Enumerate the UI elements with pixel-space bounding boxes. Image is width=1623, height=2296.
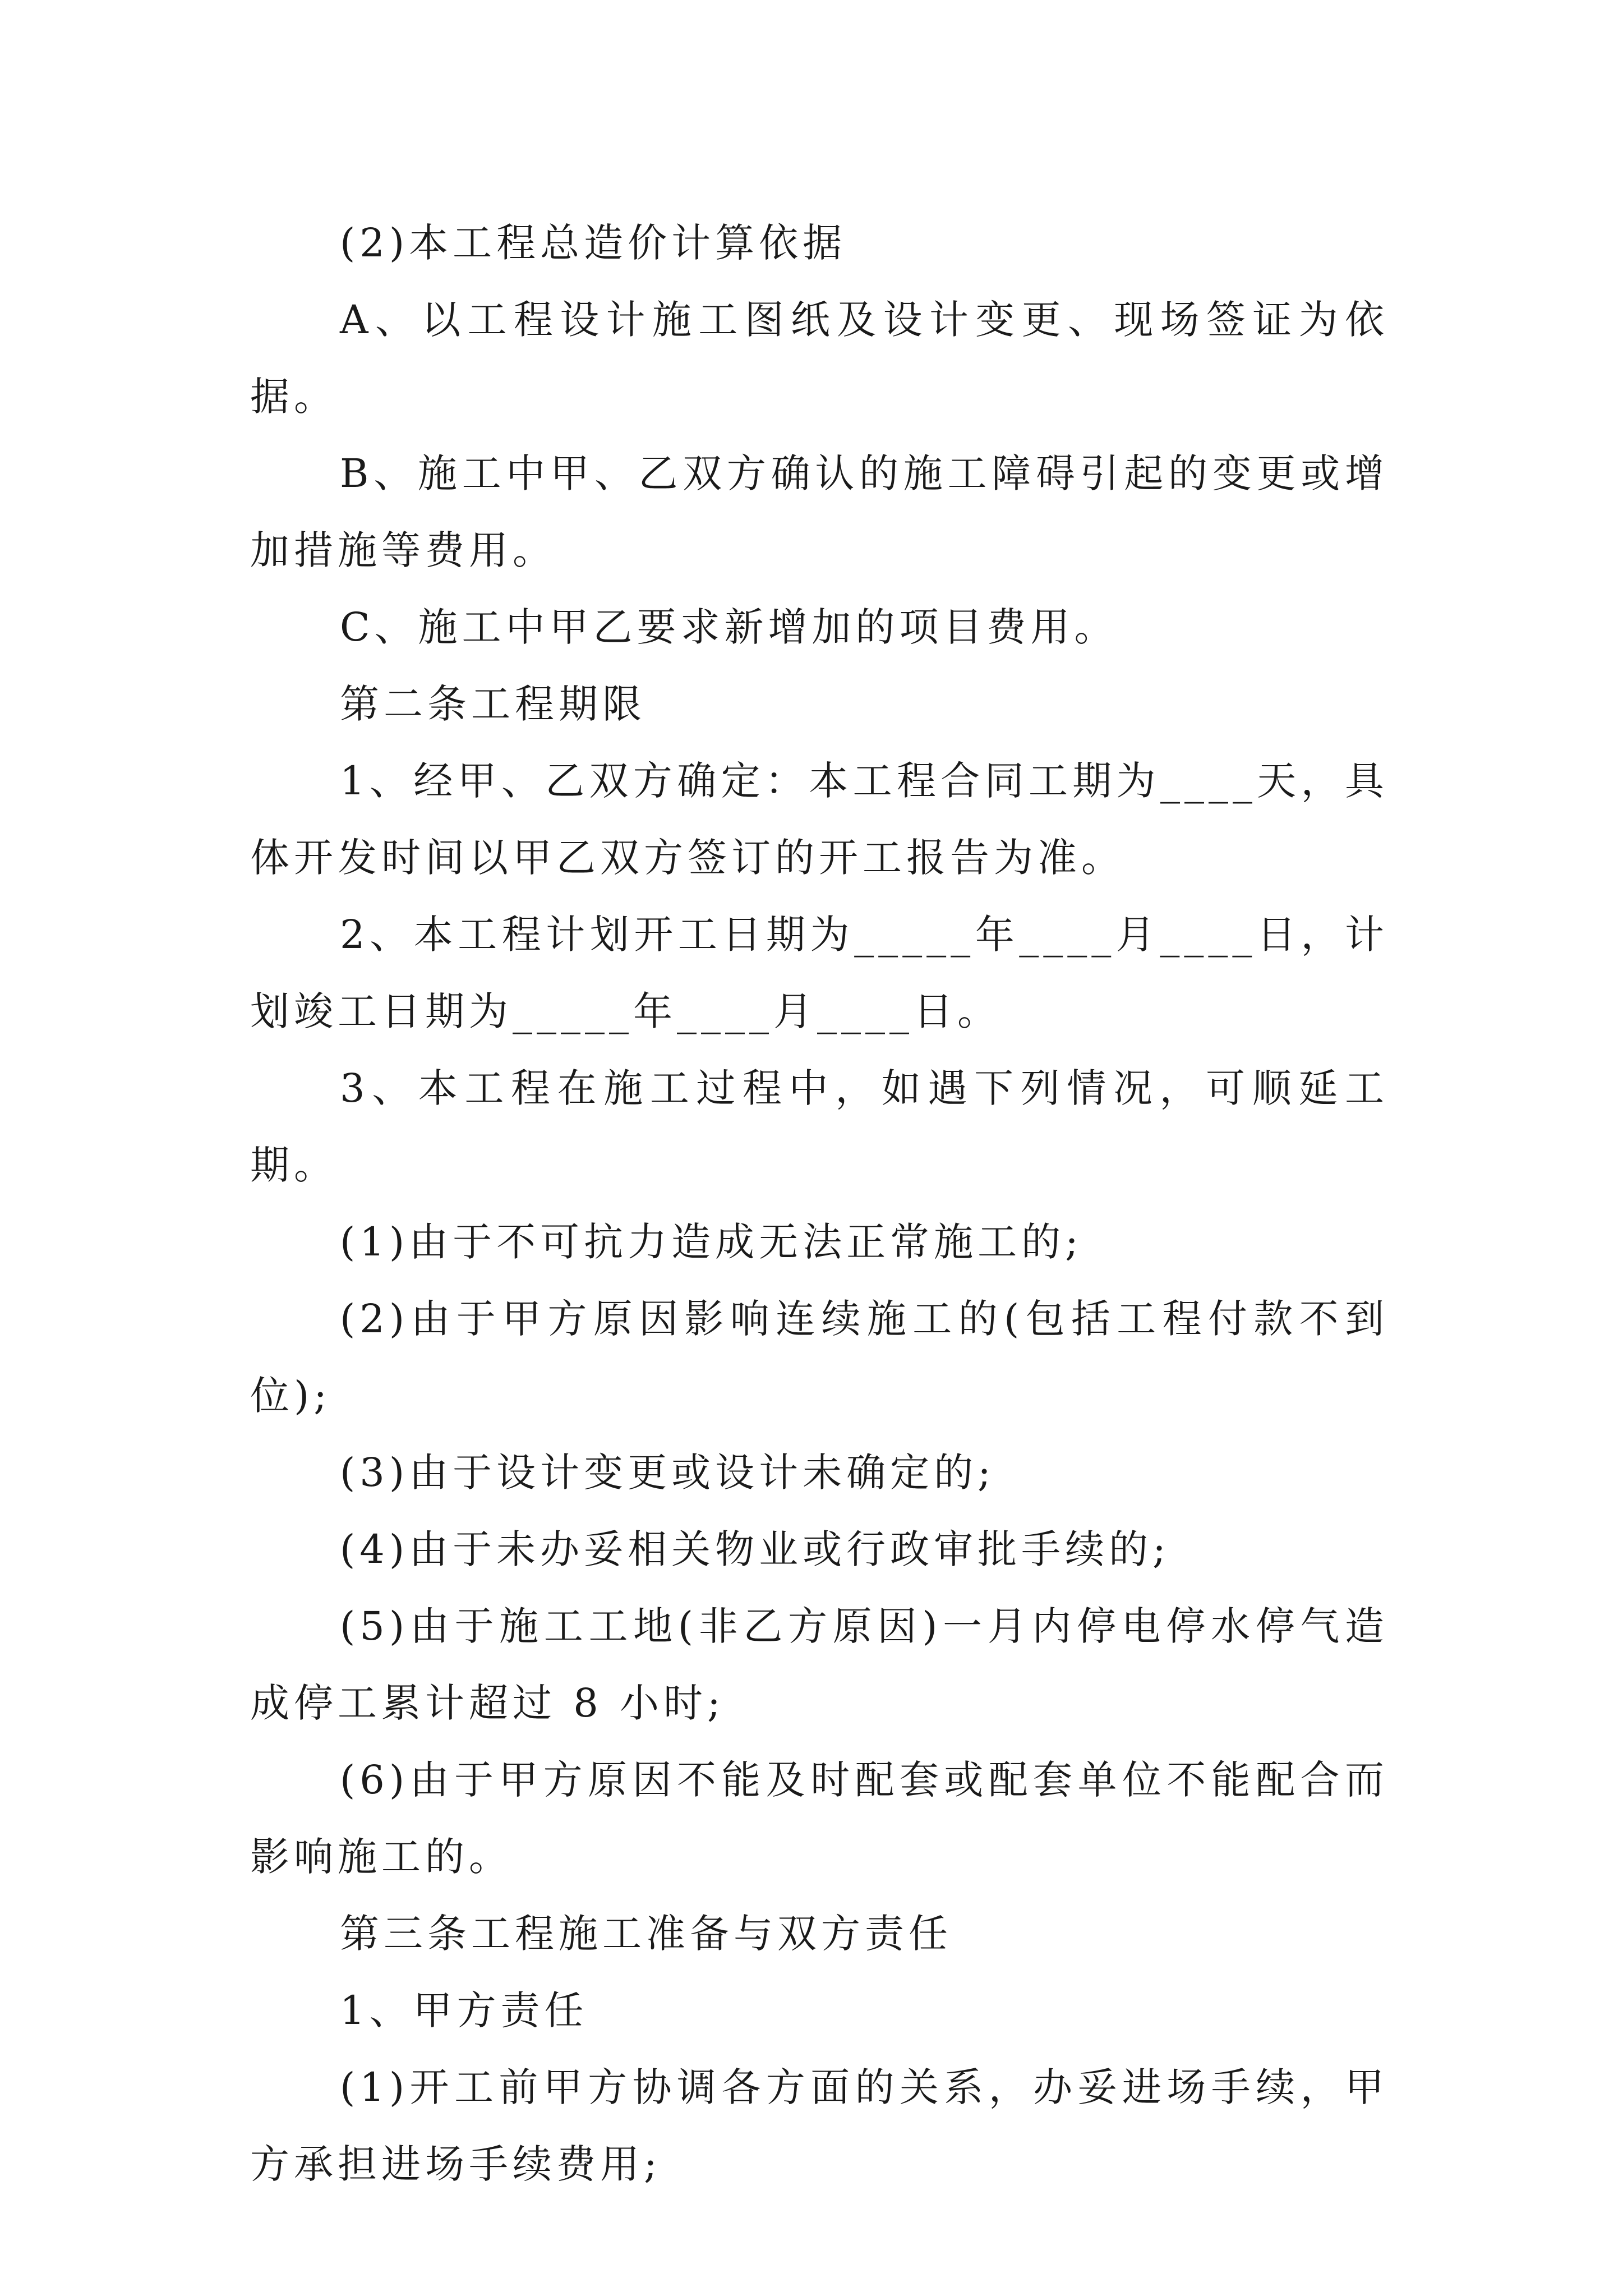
- list-item-3: (3)由于设计变更或设计未确定的;: [340, 1450, 995, 1496]
- section-heading-article-3: 第三条工程施工准备与双方责任: [340, 1911, 952, 1957]
- document-page: [250, 205, 1389, 2203]
- paragraph-item-a: A、以工程设计施工图纸及设计变更、现场签证为依据。: [250, 297, 1389, 420]
- paragraph-clause-1: 1、经甲、乙双方确定：本工程合同工期为____天，具体开发时间以甲乙双方签订的开工报告为准。: [250, 758, 1389, 881]
- list-item-1: (1)由于不可抗力造成无法正常施工的;: [340, 1219, 1083, 1265]
- paragraph-clause-2: 2、本工程计划开工日期为_____年____月____日，计划竣工日期为_____年____月____日。: [250, 912, 1389, 1034]
- paragraph-total-cost-basis: (2)本工程总造价计算依据: [340, 220, 847, 266]
- section-heading-article-2: 第二条工程期限: [340, 681, 646, 727]
- paragraph-item-c: C、施工中甲乙要求新增加的项目费用。: [340, 604, 1118, 650]
- list-item-5: (5)由于施工工地(非乙方原因)一月内停电停水停气造成停工累计超过 8 小时;: [250, 1603, 1389, 1726]
- paragraph-clause-3: 3、本工程在施工过程中，如遇下列情况，可顺延工期。: [250, 1065, 1389, 1188]
- subheading-party-a-duties: 1、甲方责任: [340, 1987, 588, 2033]
- list-item-6: (6)由于甲方原因不能及时配套或配套单位不能配合而影响施工的。: [250, 1757, 1389, 1880]
- list-item-4: (4)由于未办妥相关物业或行政审批手续的;: [340, 1526, 1170, 1572]
- paragraph-party-a-duty-1: (1)开工前甲方协调各方面的关系，办妥进场手续，甲方承担进场手续费用;: [250, 2064, 1389, 2187]
- paragraph-item-b: B、施工中甲、乙双方确认的施工障碍引起的变更或增加措施等费用。: [250, 450, 1389, 573]
- list-item-2: (2)由于甲方原因影响连续施工的(包括工程付款不到位);: [250, 1296, 1389, 1419]
